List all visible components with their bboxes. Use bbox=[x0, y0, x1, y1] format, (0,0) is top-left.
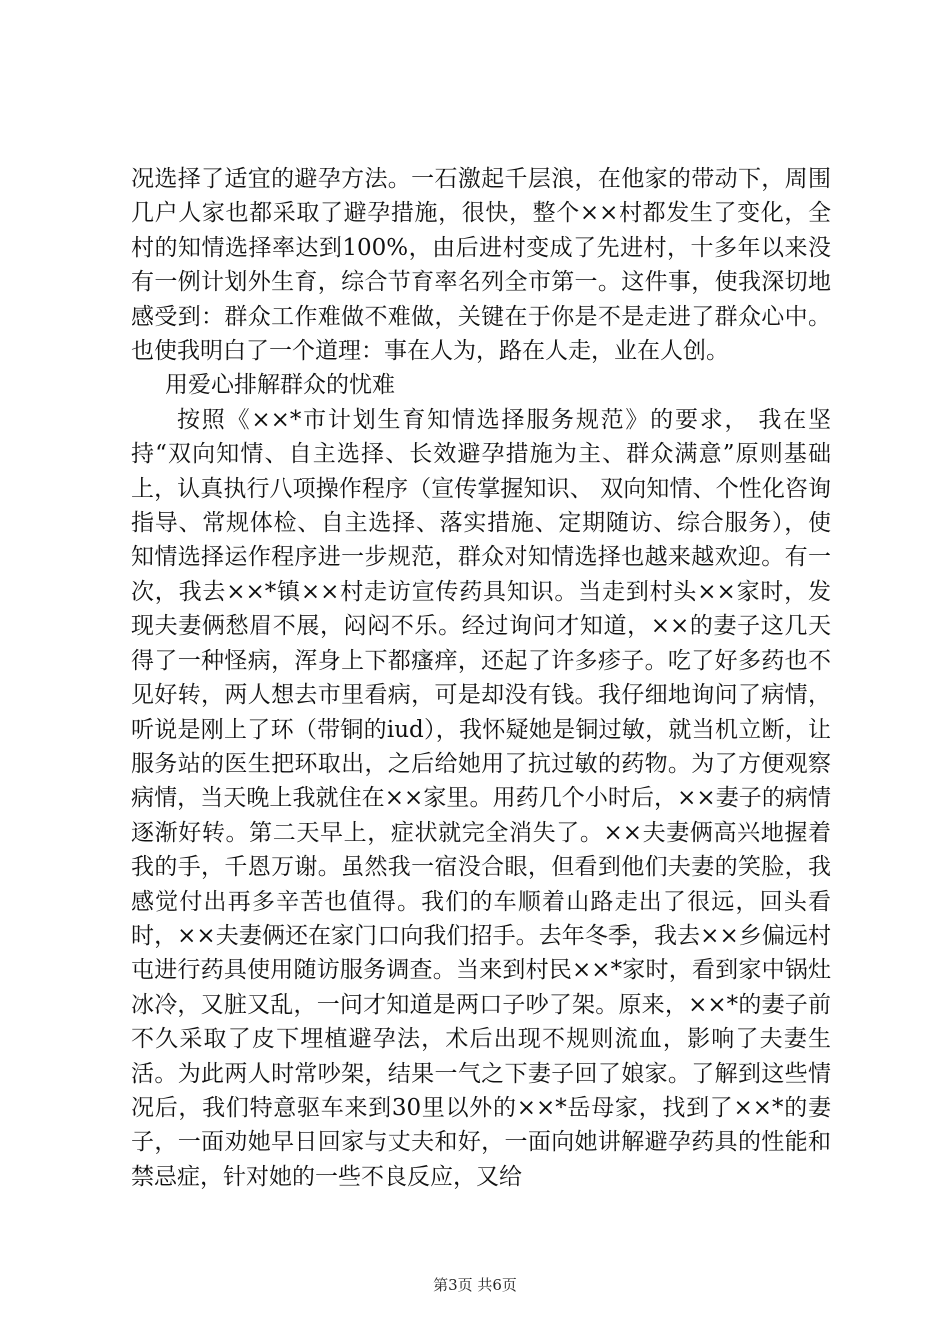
paragraph-main: 按照《××*市计划生育知情选择服务规范》的要求， 我在坚持“双向知情、自主选择、长效避孕措施为主、群众满意”原则基础上，认真执行八项操作程序（宣传掌握知识、 双向知情、个性化咨询指导、常规体检、自主选择、落实措施、定期随访、综合服务），使知情选择运作程序进一步规范，群众对知情选择也越来越欢迎。有一次，我去××*镇××村走访宣传药具知识。当走到村头××家时，发现夫妻俩愁眉不展，闷闷不乐。经过询问才知道，××的妻子这几天得了一种怪病，浑身上下都瘙痒，还起了许多疹子。吃了好多药也不见好转，两人想去市里看病，可是却没有钱。我仔细地询问了病情，听说是刚上了环（带铜的iud），我怀疑她是铜过敏，就当机立断，让服务站的医生把环取出，之后给她用了抗过敏的药物。为了方便观察病情，当天晚上我就住在××家里。用药几个小时后，××妻子的病情逐渐好转。第二天早上，症状就完全消失了。××夫妻俩高兴地握着我的手，千恩万谢。虽然我一宿没合眼，但看到他们夫妻的笑脸，我感觉付出再多辛苦也值得。我们的车顺着山路走出了很远，回头看时，××夫妻俩还在家门口向我们招手。去年冬季，我去××乡偏远村屯进行药具使用随访服务调查。当来到村民××*家时，看到家中锅灶冰冷，又脏又乱，一问才知道是两口子吵了架。原来，××*的妻子前不久采取了皮下埋植避孕法，术后出现不规则流血，影响了夫妻生活。为此两人时常吵架，结果一气之下妻子回了娘家。了解到这些情况后，我们特意驱车来到30里以外的××*岳母家，找到了××*的妻子，一面劝她早日回家与丈夫和好，一面向她讲解避孕药具的性能和禁忌症，针对她的一些不良反应，又给 bbox=[131, 406, 831, 1190]
page-footer: 第3页 共6页 bbox=[433, 1276, 517, 1294]
section-heading: 用爱心排解群众的忧难 bbox=[165, 372, 395, 399]
paragraph-continuation: 况选择了适宜的避孕方法。一石激起千层浪，在他家的带动下，周围几户人家也都采取了避孕措施，很快，整个××村都发生了变化，全村的知情选择率达到100%，由后进村变成了先进村，十多年以来没有一例计划外生育，综合节育率名列全市第一。这件事，使我深切地感受到：群众工作难做不难做，关键在于你是不是走进了群众心中。也使我明白了一个道理：事在人为，路在人走，业在人创。 bbox=[131, 166, 831, 365]
document-body bbox=[131, 162, 831, 1194]
